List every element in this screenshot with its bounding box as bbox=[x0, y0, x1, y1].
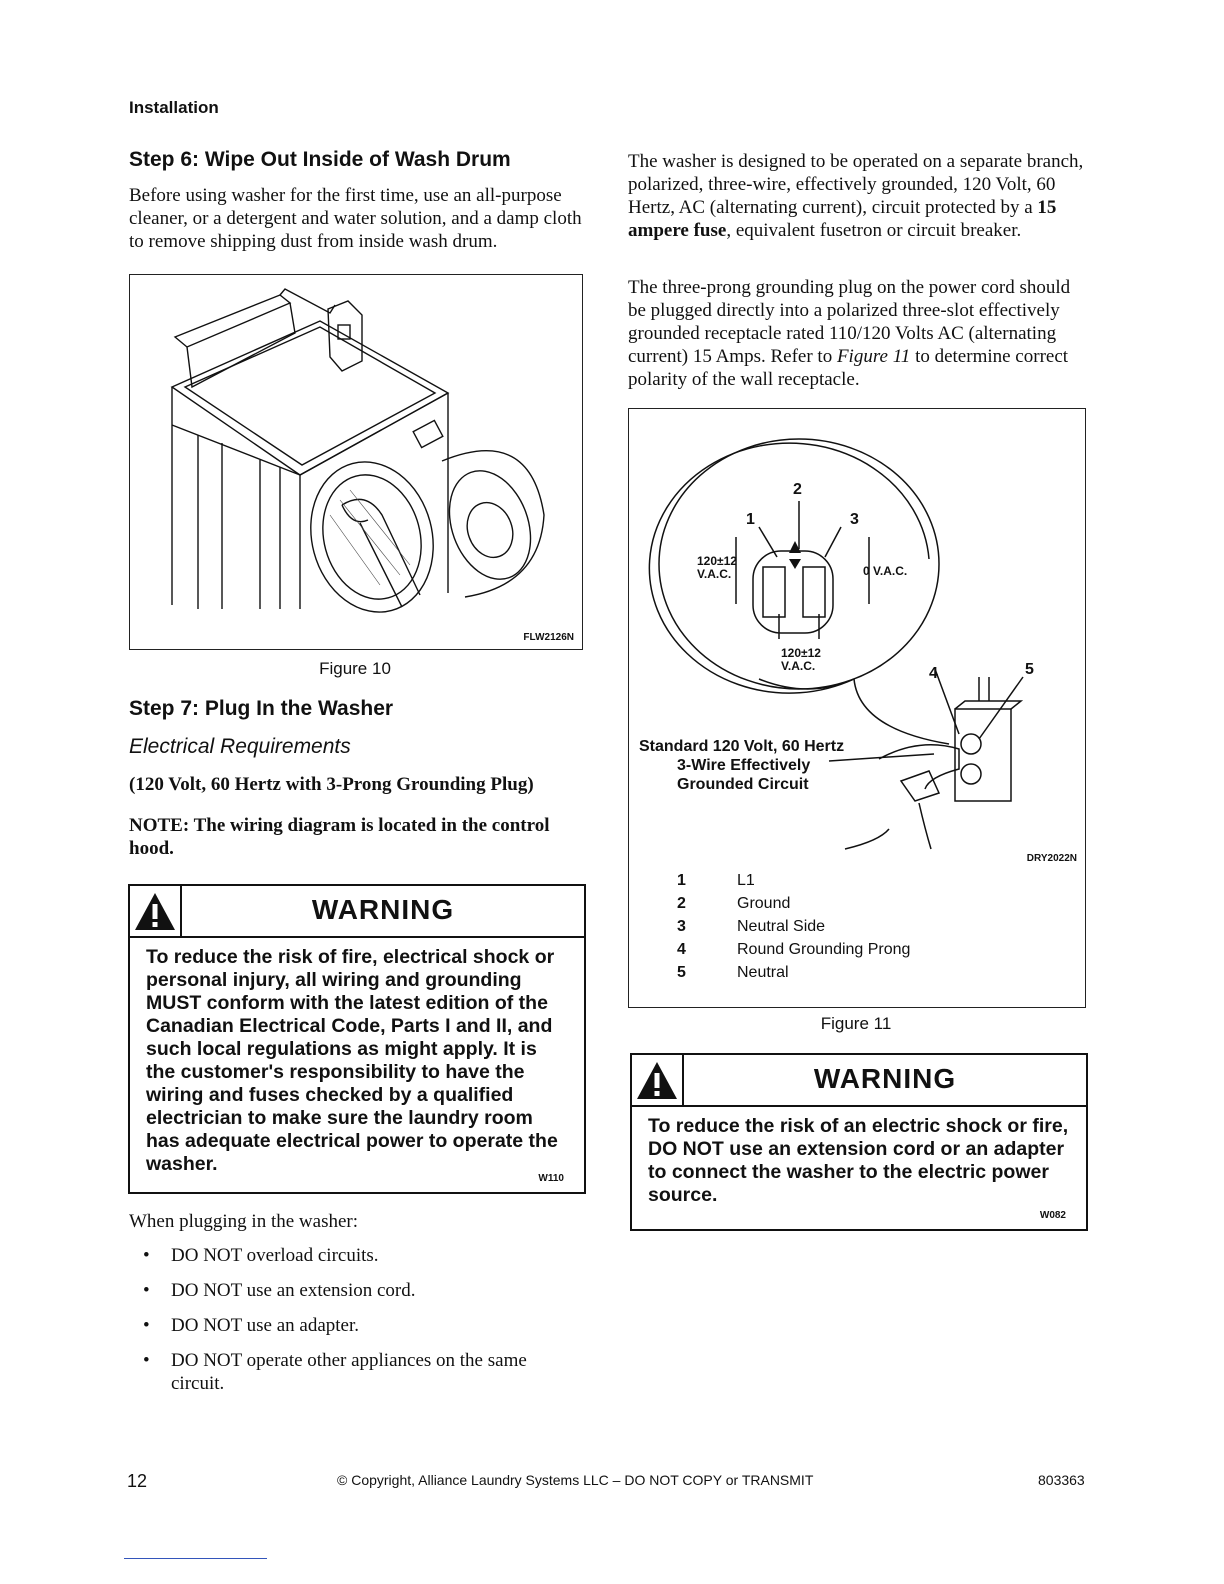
plugging-list bbox=[129, 1244, 579, 1407]
warning-triangle-icon bbox=[130, 886, 182, 936]
label-1: 1 bbox=[746, 511, 755, 528]
bottom-rule bbox=[124, 1558, 267, 1559]
warning-box-2 bbox=[630, 1053, 1088, 1231]
warning-triangle-icon bbox=[632, 1055, 684, 1105]
step7-requirement: (120 Volt, 60 Hertz with 3-Prong Grounding Plug) bbox=[129, 774, 534, 795]
figure-10-caption: Figure 10 bbox=[319, 659, 391, 678]
figure-11-code: DRY2022N bbox=[1026, 853, 1077, 864]
warning-2-text: To reduce the risk of an electric shock or fire, DO NOT use an extension cord or an adapter to connect the washer to the electric power source. bbox=[648, 1115, 1069, 1206]
step6-title: Step 6: Wipe Out Inside of Wash Drum bbox=[129, 148, 511, 171]
right-paragraph-2: The three-prong grounding plug on the power cord should be plugged directly into a polarized three-slot effectively grounded receptacle rated 110/120 Volts AC (alternating current) 15 Amps. Refer to Figure 11 to determine correct polarity of the wall receptacle. bbox=[628, 277, 1071, 390]
label-3: 3 bbox=[850, 511, 859, 528]
figure-11 bbox=[628, 408, 1086, 1008]
list-item: • DO NOT use an extension cord. bbox=[129, 1279, 579, 1302]
list-item: • DO NOT use an adapter. bbox=[129, 1314, 579, 1337]
warning-2-code: W082 bbox=[1039, 1210, 1066, 1221]
step7-note: NOTE: The wiring diagram is located in the control hood. bbox=[129, 815, 550, 859]
figure-10-code: FLW2126N bbox=[523, 632, 574, 643]
fuse-rating: 15 ampere fuse bbox=[628, 197, 1057, 241]
voltage-left: 120±12 V.A.C. bbox=[697, 554, 737, 581]
label-5: 5 bbox=[1025, 661, 1034, 678]
warning-1-title: WARNING bbox=[311, 894, 455, 925]
warning-1-code: W110 bbox=[538, 1173, 564, 1184]
receptacle-diagram bbox=[629, 409, 1085, 879]
warning-2-title: WARNING bbox=[813, 1063, 957, 1094]
step7-subtitle: Electrical Requirements bbox=[129, 735, 351, 758]
figure-11-legend: 1 L1 2 Ground 3 Neutral Side 4 Round Grounding Prong 5 Neutral bbox=[677, 872, 911, 981]
section-label: Installation bbox=[129, 98, 219, 117]
circuit-label: Standard 120 Volt, 60 Hertz 3-Wire Effectively Grounded Circuit bbox=[639, 738, 845, 793]
plugging-intro: When plugging in the washer: bbox=[129, 1211, 359, 1232]
list-item: • DO NOT overload circuits. bbox=[129, 1244, 579, 1267]
doc-number: 803363 bbox=[1038, 1472, 1085, 1488]
step7-title: Step 7: Plug In the Washer bbox=[129, 697, 394, 720]
step6-body: Before using washer for the first time, use an all-purpose cleaner, or a detergent and water solution, and a damp cloth to remove shipping dust from inside wash drum. bbox=[129, 185, 582, 252]
right-paragraph-1: The washer is designed to be operated on a separate branch, polarized, three-wire, effectively grounded, 120 Volt, 60 Hertz, AC (alternating current), circuit protected by a 15 ampere fuse, equivalent fusetron or circuit breaker. bbox=[628, 151, 1084, 241]
label-4: 4 bbox=[929, 665, 938, 682]
washer-illustration bbox=[130, 275, 582, 649]
figure-11-reference: Figure 11 bbox=[836, 346, 911, 367]
voltage-right: 0 V.A.C. bbox=[863, 564, 908, 578]
figure-11-caption: Figure 11 bbox=[820, 1014, 892, 1033]
page-number: 12 bbox=[127, 1471, 148, 1491]
label-2: 2 bbox=[793, 481, 802, 498]
copyright: © Copyright, Alliance Laundry Systems LLC – DO NOT COPY or TRANSMIT bbox=[337, 1472, 814, 1488]
figure-10 bbox=[129, 274, 583, 650]
warning-1-text: To reduce the risk of fire, electrical shock or personal injury, all wiring and grounding MUST conform with the latest edition of the Canadian Electrical Code, Parts I and II, and such local regulations as might apply. It is the customer's responsibility to have the wiring and fuses checked by a qualified electrician to make sure the laundry room has adequate electrical power to operate the washer. bbox=[146, 946, 558, 1175]
voltage-bottom: 120±12 V.A.C. bbox=[781, 646, 821, 673]
warning-box-1 bbox=[128, 884, 586, 1194]
list-item: • DO NOT operate other appliances on the same circuit. bbox=[129, 1349, 579, 1395]
